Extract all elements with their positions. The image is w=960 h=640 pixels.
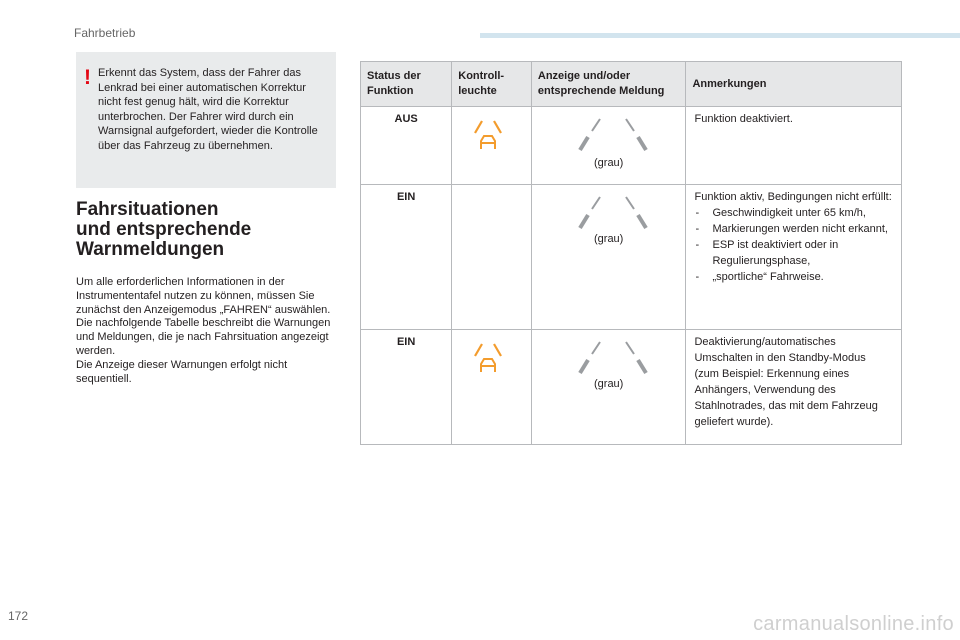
list-item: - „sportliche“ Fahrweise. — [694, 270, 893, 286]
header-remarks: Anmerkungen — [686, 62, 902, 107]
display-cell — [531, 185, 686, 330]
table-row — [361, 107, 902, 185]
list-item: - Markierungen werden nicht erkannt, — [694, 222, 893, 238]
remark-list — [694, 206, 893, 286]
remark-cell — [686, 107, 902, 185]
display-note: (grau) — [594, 233, 624, 245]
display-note: (grau) — [594, 157, 624, 169]
list-item: - ESP ist deaktiviert oder in Regulierungsphase, — [694, 238, 893, 270]
list-item: - Geschwindigkeit unter 65 km/h, — [694, 206, 893, 222]
display-note: (grau) — [594, 378, 624, 390]
intro-paragraph: Um alle erforderlichen Informationen in der Instrumententafel nutzen zu können, müssen Sie zunächst den Anzeigemodus „FAHREN“ auswählen. — [76, 276, 331, 316]
status-cell: EIN — [361, 330, 452, 445]
lane-warning-orange-icon — [473, 119, 503, 154]
lamp-cell — [452, 185, 532, 330]
table-header-row — [361, 62, 902, 107]
table-row — [361, 185, 902, 330]
status-cell: EIN — [361, 185, 452, 330]
section-heading — [76, 200, 336, 260]
warning-text: Erkennt das System, dass der Fahrer das Lenkrad bei einer automatischen Korrektur nicht fest genug hält, wird die Korrektur unterbrochen. Der Fahrer wird durch ein Warnsignal aufgefordert, wieder die Kontrolle über das Fahrzeug zu übernehmen. — [98, 67, 318, 152]
lanes-grey-icon — [572, 340, 654, 379]
lane-warning-orange-icon — [473, 342, 503, 377]
remark-cell — [686, 185, 902, 330]
intro-paragraph: Die nachfolgende Tabelle beschreibt die Warnungen und Meldungen, die je nach Fahrsituation angezeigt werden. — [76, 317, 331, 357]
remark-cell — [686, 330, 902, 445]
warning-exclamation-icon: ! — [84, 66, 91, 89]
lanes-grey-icon — [572, 117, 654, 156]
intro-text — [76, 276, 338, 386]
remark-text: Deaktivierung/automatisches Umschalten in den Standby-Modus (zum Beispiel: Erkennung eines Anhängers, Verwendung des Stahlnotrades, das mit dem Fahrzeug geliefert wurde). — [694, 336, 878, 428]
header-status: Status der Funktion — [361, 62, 452, 107]
remark-text: Funktion deaktiviert. — [694, 113, 793, 125]
remark-text: Funktion aktiv, Bedingungen nicht erfüllt: — [694, 191, 892, 203]
function-status-table — [360, 61, 902, 445]
page-number: 172 — [8, 609, 29, 623]
display-cell — [531, 107, 686, 185]
watermark: carmanualsonline.info — [753, 613, 954, 635]
intro-paragraph: Die Anzeige dieser Warnungen erfolgt nicht sequentiell. — [76, 358, 288, 385]
heading-line: und entsprechende — [76, 219, 252, 240]
display-cell — [531, 330, 686, 445]
heading-line: Warnmeldungen — [76, 239, 225, 260]
heading-line: Fahrsituationen — [76, 199, 219, 220]
lanes-grey-icon — [572, 195, 654, 234]
header-display: Anzeige und/oder entsprechende Meldung — [531, 62, 686, 107]
warning-box — [76, 52, 336, 188]
running-header: Fahrbetrieb — [74, 26, 136, 40]
header-lamp: Kontroll-leuchte — [452, 62, 532, 107]
lamp-cell — [452, 330, 532, 445]
header-bar — [480, 33, 960, 38]
lamp-cell — [452, 107, 532, 185]
table-row — [361, 330, 902, 445]
status-cell: AUS — [361, 107, 452, 185]
